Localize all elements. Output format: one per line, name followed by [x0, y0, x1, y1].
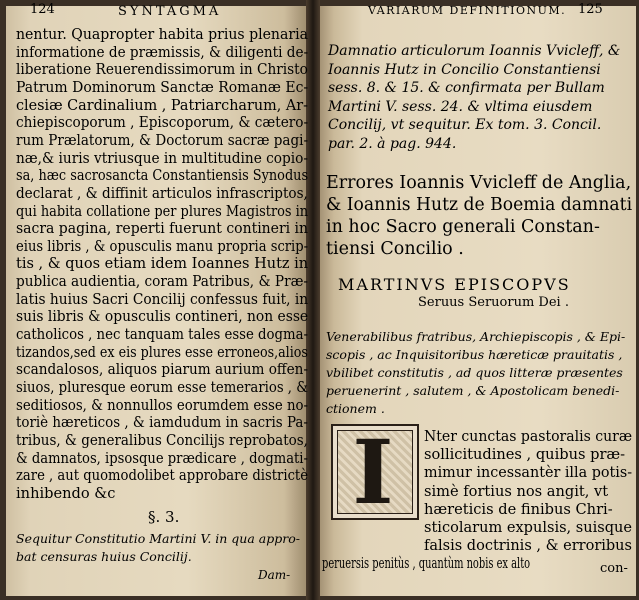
right-body-line: sollicitudines , quibus præ-	[424, 446, 626, 464]
right-title-line: Errores Ioannis Vvicleff de Anglia,	[326, 173, 632, 193]
right-address-line: scopis , ac Inquisitoribus hæreticæ prauitatis ,	[326, 347, 623, 362]
right-address-line: Venerabilibus fratribus, Archiepiscopis , & Epi-	[326, 329, 626, 344]
left-body-line: tizandos,sed ex eis plures esse erroneos,alios	[16, 343, 308, 361]
left-body-line: Patrum Dominorum Sanctæ Romanæ Ec-	[16, 78, 309, 96]
right-page-number: 125	[578, 2, 603, 17]
left-body-line: chiepiscoporum , Episcoporum, & cætero-	[16, 114, 309, 132]
right-body-line: hæreticis de finibus Chri-	[424, 500, 613, 518]
right-body-line: Nter cunctas pastoralis curæ	[424, 428, 633, 445]
left-body-line: toriè hæreticos , & iamdudum in sacris Pa-	[16, 414, 308, 432]
left-body-line: informatione de præmissis, & diligenti de-	[16, 43, 309, 61]
left-body-line: catholicos , nec tanquam tales esse dogma-	[16, 326, 308, 344]
right-body-line: mimur incessantèr illa potis-	[424, 464, 633, 482]
right-body-line: sticolarum expulsis, suisque	[424, 519, 632, 536]
left-running-head: SYNTAGMA	[118, 4, 222, 19]
drop-initial-ornament	[331, 420, 419, 524]
left-body-line: næ,& iuris vtriusque in multitudine copio-	[16, 149, 309, 167]
right-title-line: tiensi Concilio .	[326, 239, 464, 259]
right-intro-line: Concilij, vt sequitur. Ex tom. 3. Concil.	[328, 117, 602, 133]
right-address-line: ctionem .	[326, 401, 385, 416]
left-body-line: tis , & quos etiam idem Ioannes Hutz in	[16, 255, 309, 273]
right-body-line: falsis doctrinis , & erroribus	[424, 537, 632, 555]
right-address-line: vbilibet constitutis , ad quos litteræ præsentes	[326, 365, 623, 380]
left-body-line: zare , aut quomodolibet approbare districtè	[16, 467, 309, 485]
left-body-line: inhibendo &c	[16, 484, 116, 502]
right-address-line: peruenerint , salutem , & Apostolicam benedi-	[326, 383, 620, 398]
pope-subheading: Seruus Seruorum Dei .	[418, 295, 569, 310]
left-body-line: siuos, pluresque eorum esse temerarios , &	[16, 379, 308, 396]
left-catchword: Dam-	[258, 568, 291, 582]
left-body-line: sa, hæc sacrosancta Constantiensis Synodus	[16, 167, 309, 185]
left-body-line: rum Prælatorum, & Doctorum sacræ pagi-	[16, 131, 309, 149]
right-intro-line: Ioannis Hutz in Concilio Constantiensi	[328, 61, 601, 78]
pope-heading: MARTINVS EPISCOPVS	[338, 275, 571, 294]
left-body-line: eius libris , & opusculis manu propria scrip-	[16, 237, 309, 255]
drop-initial-letter: I	[352, 420, 394, 524]
right-catchword: con-	[600, 561, 628, 576]
left-body-line: nentur. Quapropter habita prius plenaria	[16, 26, 309, 43]
left-body-line: liberatione Reuerendissimorum in Christo	[16, 61, 308, 79]
left-body-line: declarat , & diffinit articulos infrascriptos,	[16, 184, 308, 202]
right-body-line: simè fortius nos angit, vt	[424, 482, 609, 500]
left-body-line: clesiæ Cardinalium , Patriarcharum, Ar-	[16, 96, 308, 114]
left-foot-line: bat censuras huius Concilij.	[16, 549, 192, 564]
left-body-line: qui habita collatione per plures Magistros in	[16, 202, 309, 220]
right-running-head: VARIARUM DEFINITIONUM.	[368, 4, 567, 17]
right-title-line: & Ioannis Hutz de Boemia damnati	[326, 195, 633, 215]
section-mark: §. 3.	[148, 508, 180, 526]
right-intro-line: Martini V. sess. 24. & vltima eiusdem	[328, 98, 593, 115]
left-body-line: sacra pagina, reperti fuerunt contineri in	[16, 220, 309, 238]
left-body-line: tribus, & generalibus Concilijs reprobatos,	[16, 431, 308, 449]
left-body-line: suis libris & opusculis contineri, non esse	[16, 308, 309, 326]
right-intro-line: par. 2. à pag. 944.	[328, 135, 457, 152]
left-body-line: scandalosos, aliquos piarum aurium offen-	[16, 361, 308, 379]
left-foot-line: Sequitur Constitutio Martini V. in qua appro-	[16, 531, 300, 546]
left-body-line: seditiosos, & nonnullos eorumdem esse no-	[16, 396, 308, 414]
right-body-line: peruersis penitùs , quantùm nobis ex alto	[322, 555, 531, 573]
left-body-line: latis huius Sacri Concilij confessus fuit, in	[16, 290, 309, 308]
right-intro-line: Damnatio articulorum Ioannis Vvicleff, &	[328, 43, 621, 59]
left-body-line: publica audientia, coram Patribus, & Præ-	[16, 273, 309, 291]
left-page-number: 124	[30, 2, 55, 17]
right-title-line: in hoc Sacro generali Constan-	[326, 217, 600, 237]
left-body-line: & damnatos, ipsosque prædicare , dogmati-	[16, 449, 308, 467]
right-intro-line: sess. 8. & 15. & confirmata per Bullam	[328, 80, 605, 96]
